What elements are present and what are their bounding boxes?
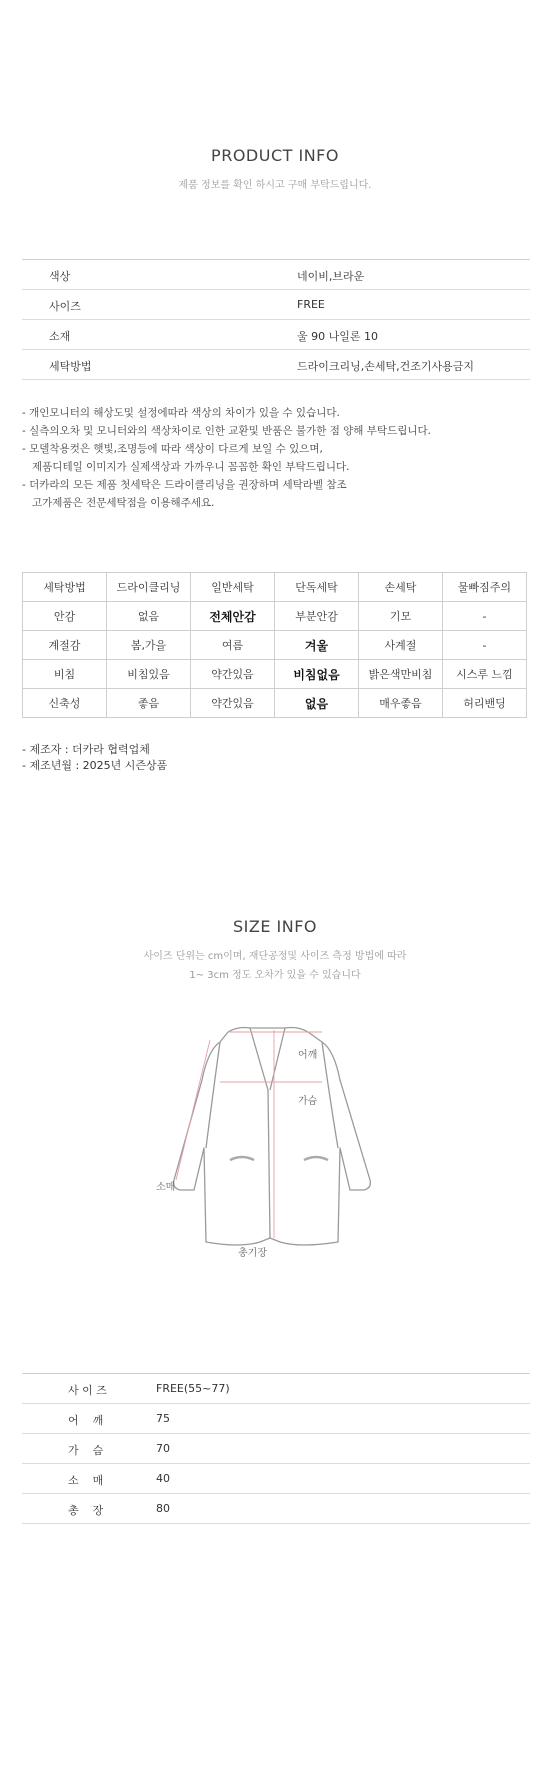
maker-line: - 제조년월 : 2025년 시즌상품 — [22, 759, 168, 772]
grid-row — [23, 573, 527, 602]
spec-row-material — [22, 320, 530, 350]
spec-value: FREE — [297, 298, 325, 311]
size-row — [22, 1374, 530, 1404]
grid-cell-selected: 없음 — [275, 689, 359, 718]
spec-value: 네이비,브라운 — [297, 270, 365, 283]
size-row — [22, 1464, 530, 1494]
notice-line: 고가제품은 전문세탁점을 이용해주세요. — [22, 497, 215, 509]
spec-key: 사이즈 — [49, 300, 81, 313]
grid-row — [23, 689, 527, 718]
grid-cell: - — [443, 631, 527, 660]
grid-cell: 좋음 — [107, 689, 191, 718]
grid-cell: 손세탁 — [359, 573, 443, 602]
grid-cell: - — [443, 602, 527, 631]
cardigan-outline-icon — [150, 1020, 390, 1260]
spec-value: 울 90 나일론 10 — [297, 330, 378, 343]
notice-line: - 실측의오차 및 모니터와의 색상차이로 인한 교환및 반품은 불가한 점 양해 부탁드립니다. — [22, 425, 431, 437]
size-value: FREE(55~77) — [156, 1382, 230, 1395]
size-info-title: SIZE INFO — [232, 917, 317, 936]
shoulder-label: 어깨 — [298, 1050, 318, 1061]
spec-row-size — [22, 290, 530, 320]
spec-row-color — [22, 260, 530, 290]
grid-cell: 허리밴딩 — [443, 689, 527, 718]
grid-row — [23, 660, 527, 689]
grid-cell: 여름 — [191, 631, 275, 660]
grid-cell: 봄,가을 — [107, 631, 191, 660]
size-value: 80 — [156, 1502, 170, 1515]
grid-cell: 안감 — [23, 602, 107, 631]
notice-line: - 개인모니터의 해상도및 설정에따라 색상의 차이가 있을 수 있습니다. — [22, 407, 340, 419]
notice-list — [22, 404, 431, 512]
notice-line: - 모델착용컷은 햇빛,조명등에 따라 색상이 다르게 보일 수 있으며, — [22, 443, 323, 455]
size-value: 70 — [156, 1442, 170, 1455]
size-info-subtitle-line: 사이즈 단위는 cm이며, 재단공정및 사이즈 측정 방법에 따라 — [143, 951, 407, 962]
size-row — [22, 1404, 530, 1434]
grid-cell: 비침 — [23, 660, 107, 689]
size-row — [22, 1434, 530, 1464]
grid-cell: 없음 — [107, 602, 191, 631]
spec-key: 소재 — [49, 330, 71, 343]
spec-value: 드라이크리닝,손세탁,건조기사용금지 — [297, 360, 475, 373]
size-row — [22, 1494, 530, 1524]
spec-key: 세탁방법 — [49, 360, 92, 373]
size-value: 40 — [156, 1472, 170, 1485]
product-info-subtitle: 제품 정보를 확인 하시고 구매 부탁드립니다. — [178, 180, 372, 191]
care-grid — [22, 572, 527, 718]
size-key: 사 이 즈 — [68, 1384, 107, 1397]
grid-cell-selected: 겨울 — [275, 631, 359, 660]
notice-line: - 더카라의 모든 제품 첫세탁은 드라이클리닝을 권장하며 세탁라벨 참조 — [22, 479, 347, 491]
grid-cell: 물빠짐주의 — [443, 573, 527, 602]
size-key: 소 매 — [68, 1474, 104, 1487]
product-info-title: PRODUCT INFO — [211, 146, 339, 165]
size-key: 가 슴 — [68, 1444, 104, 1457]
size-key: 어 깨 — [68, 1414, 104, 1427]
grid-cell: 비침있음 — [107, 660, 191, 689]
size-value: 75 — [156, 1412, 170, 1425]
grid-cell: 신축성 — [23, 689, 107, 718]
grid-cell: 시스루 느낌 — [443, 660, 527, 689]
grid-cell: 약간있음 — [191, 689, 275, 718]
chest-label: 가슴 — [298, 1096, 318, 1107]
length-label: 총기장 — [238, 1248, 267, 1259]
size-key: 총 장 — [68, 1504, 104, 1517]
notice-line: 제품디테일 이미지가 실제색상과 가까우니 꼼꼼한 확인 부탁드립니다. — [22, 461, 350, 473]
grid-cell: 드라이클리닝 — [107, 573, 191, 602]
maker-line: - 제조자 : 더카라 협력업체 — [22, 743, 150, 756]
grid-row — [23, 631, 527, 660]
grid-cell: 기모 — [359, 602, 443, 631]
grid-cell: 약간있음 — [191, 660, 275, 689]
maker-info — [22, 742, 167, 774]
spec-row-washing — [22, 350, 530, 380]
spec-table — [22, 259, 530, 380]
grid-cell: 밝은색만비침 — [359, 660, 443, 689]
grid-cell: 일반세탁 — [191, 573, 275, 602]
size-info-subtitle-line: 1~ 3cm 정도 오차가 있을 수 있습니다 — [189, 970, 361, 981]
grid-cell: 사계절 — [359, 631, 443, 660]
size-diagram — [150, 1020, 390, 1260]
spec-key: 색상 — [49, 270, 71, 283]
grid-cell: 부분안감 — [275, 602, 359, 631]
grid-cell: 매우좋음 — [359, 689, 443, 718]
sleeve-label: 소매 — [156, 1182, 176, 1193]
size-table — [22, 1373, 530, 1524]
grid-row — [23, 602, 527, 631]
grid-cell-selected: 전체안감 — [191, 602, 275, 631]
size-info-subtitle — [0, 947, 550, 985]
grid-cell: 단독세탁 — [275, 573, 359, 602]
grid-cell: 세탁방법 — [23, 573, 107, 602]
grid-cell-selected: 비침없음 — [275, 660, 359, 689]
grid-cell: 계절감 — [23, 631, 107, 660]
